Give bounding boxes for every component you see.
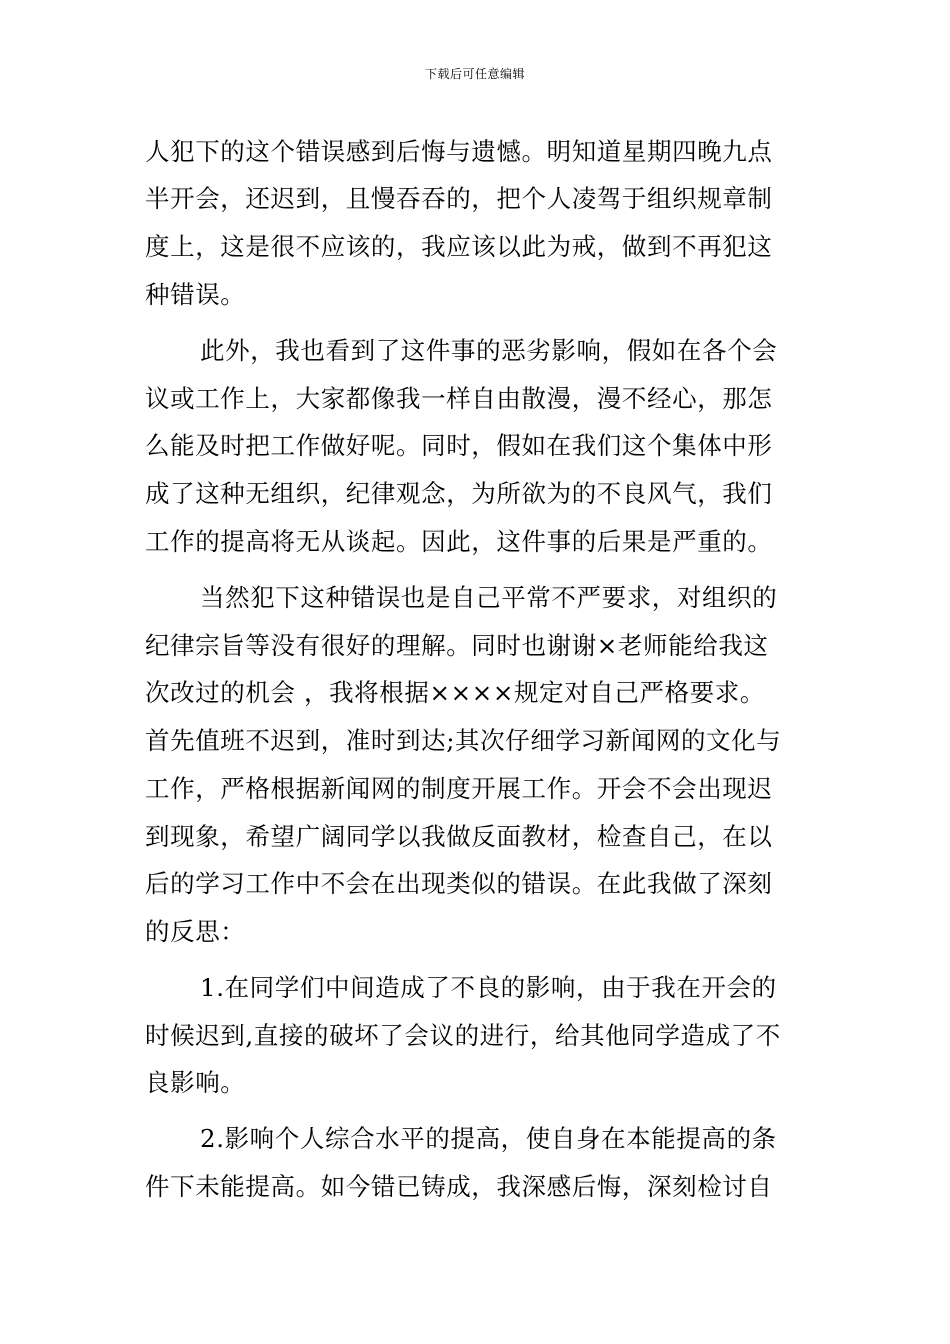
body-line: 度上，这是很不应该的，我应该以此为戒，做到不再犯这 <box>145 232 773 261</box>
body-line: 后的学习工作中不会在出现类似的错误。在此我做了深刻 <box>145 869 773 898</box>
body-line: 种错误。 <box>145 280 246 309</box>
body-line: 此外，我也看到了这件事的恶劣影响，假如在各个会 <box>200 336 778 365</box>
body-line: 到现象，希望广阔同学以我做反面教材，检查自己，在以 <box>145 822 773 851</box>
body-line: 工作的提高将无从谈起。因此，这件事的后果是严重的。 <box>145 527 773 556</box>
body-line: 半开会，还迟到，且慢吞吞的，把个人凌驾于组织规章制 <box>145 184 773 213</box>
page-header: 下载后可任意编辑 <box>424 67 525 81</box>
body-line: 么能及时把工作做好呢。同时，假如在我们这个集体中形 <box>145 431 773 460</box>
body-line: 议或工作上，大家都像我一样自由散漫，漫不经心，那怎 <box>145 384 773 413</box>
body-line: 当然犯下这种错误也是自己平常不严要求，对组织的 <box>200 583 778 612</box>
body-line: 次改过的机会 ，我将根据××××规定对自己严格要求。 <box>145 678 765 707</box>
body-line: 纪律宗旨等没有很好的理解。同时也谢谢×老师能给我这 <box>145 631 769 660</box>
body-line: 1.在同学们中间造成了不良的影响，由于我在开会的 <box>200 973 777 1002</box>
body-line: 成了这种无组织，纪律观念，为所欲为的不良风气，我们 <box>145 479 773 508</box>
body-line: 2.影响个人综合水平的提高，使自身在本能提高的条 <box>200 1124 777 1153</box>
body-line: 工作，严格根据新闻网的制度开展工作。开会不会出现迟 <box>145 774 773 803</box>
body-line: 时候迟到,直接的破坏了会议的进行，给其他同学造成了不 <box>145 1021 781 1050</box>
body-line: 件下未能提高。如今错已铸成，我深感后悔，深刻检讨自 <box>145 1172 773 1201</box>
body-line: 人犯下的这个错误感到后悔与遗憾。明知道星期四晚九点 <box>145 137 773 166</box>
body-line: 首先值班不迟到，准时到达;其次仔细学习新闻网的文化与 <box>145 726 782 755</box>
body-line: 的反思： <box>145 917 246 946</box>
body-line: 良影响。 <box>145 1068 246 1097</box>
